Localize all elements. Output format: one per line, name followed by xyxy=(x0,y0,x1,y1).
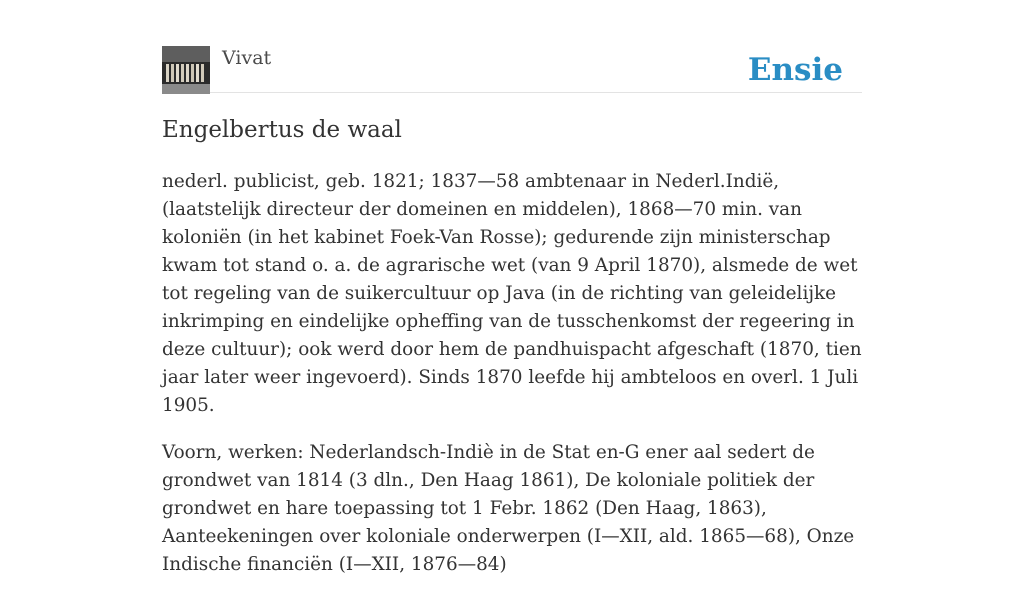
article-body xyxy=(162,168,862,598)
article-paragraph: Voorn, werken: Nederlandsch-Indiè in de Stat en-G ener aal sedert de grondwet van 1814 (3 dln., Den Haag 1861), De koloniale politiek der grondwet en hare toepassing tot 1 Febr. 1862 (Den Haag, 1863), Aanteekeningen over koloniale onderwerpen (I—XII, ald. 1865—68), Onze Indische financiën (I—XII, 1876—84) xyxy=(162,442,855,575)
header xyxy=(162,46,862,93)
article-title: Engelbertus de waal xyxy=(162,117,402,143)
source-name[interactable]: Vivat xyxy=(222,47,272,69)
brand-logo[interactable]: Ensie xyxy=(747,52,843,88)
book-spines-icon xyxy=(162,46,210,94)
article-paragraph: nederl. publicist, geb. 1821; 1837—58 ambtenaar in Nederl.Indië, (laatstelijk directeur der domeinen en middelen), 1868—70 min. van koloniën (in het kabinet Foek-Van Rosse); gedurende zijn ministerschap kwam tot stand o. a. de agrarische wet (van 9 April 1870), alsmede de wet tot regeling van de suikercultuur op Java (in de richting van geleidelijke inkrimping en eindelijke opheffing van de tusschenkomst der regeering in deze cultuur); ook werd door hem de pandhuispacht afgeschaft (1870, tien jaar later weer ingevoerd). Sinds 1870 leefde hij ambteloos en overl. 1 Juli 1905. xyxy=(162,171,862,416)
source-avatar[interactable] xyxy=(162,46,210,94)
